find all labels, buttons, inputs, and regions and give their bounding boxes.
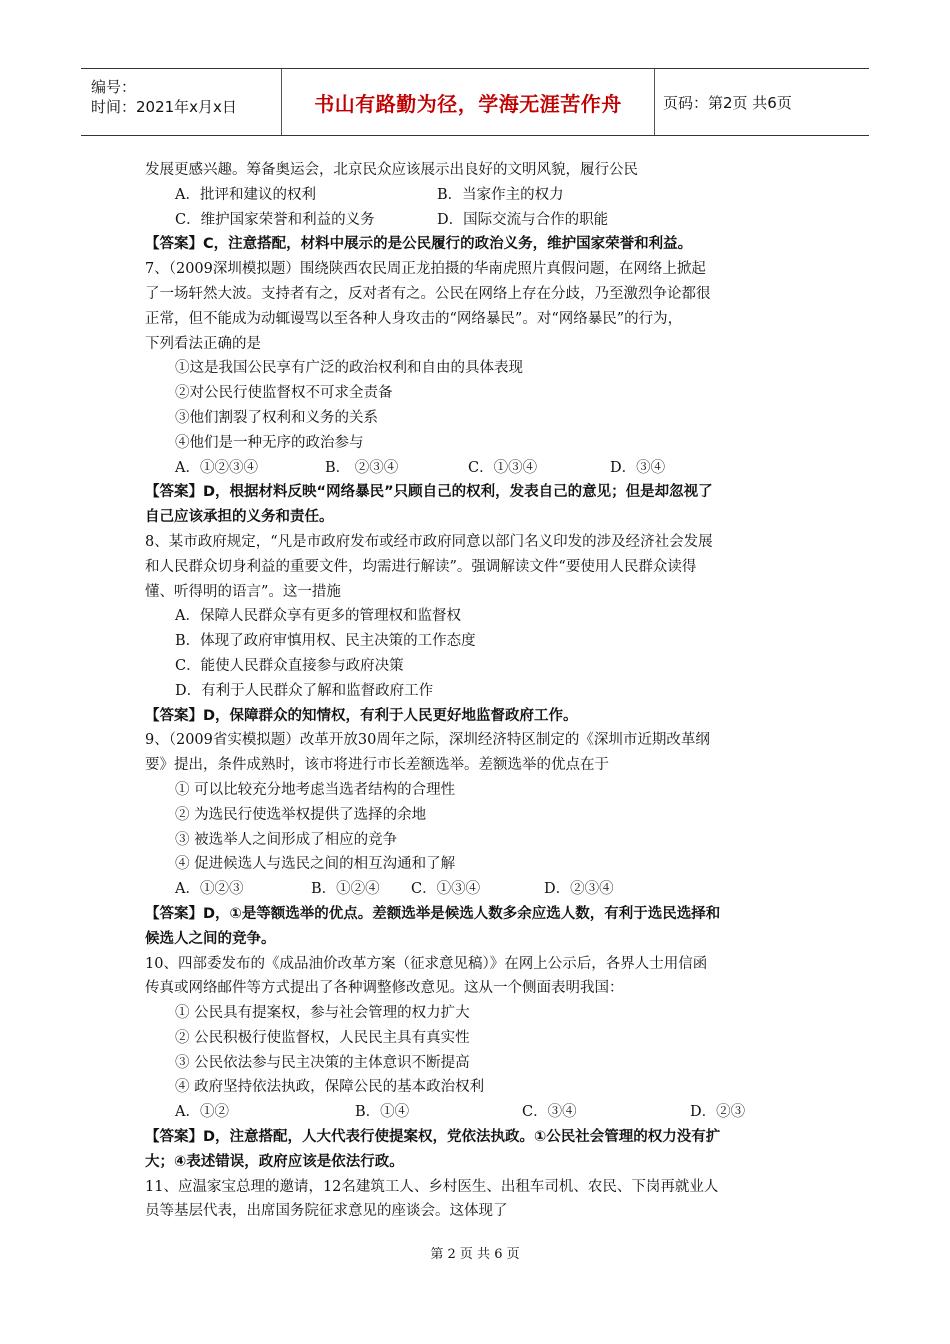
option: B．当家作主的权力 <box>437 186 564 203</box>
text-line: 下列看法正确的是 <box>145 335 261 352</box>
text-line: 和人民群众切身利益的重要文件，均需进行解读”。强调解读文件“要使用人民群众读得 <box>145 558 697 575</box>
option: B．①④ <box>355 1104 410 1121</box>
option-line: A．保障人民群众享有更多的管理权和监督权 <box>175 608 461 625</box>
question-line: 10、四部委发布的《成品油价改革方案（征求意见稿）》在网上公示后，各界人士用信函 <box>145 955 708 972</box>
option: D．②③ <box>690 1104 746 1121</box>
question-line: 8、某市政府规定，“凡是市政府发布或经市政府同意以部门名义印发的涉及经济社会发展 <box>145 533 713 550</box>
statement-line: ① 公民具有提案权，参与社会管理的权力扩大 <box>175 1005 470 1022</box>
option: C．①③④ <box>468 459 538 476</box>
answer-line: 【答案】C，注意搭配，材料中展示的是公民履行的政治义务，维护国家荣誉和利益。 <box>145 236 693 253</box>
statement-line: ②对公民行使监督权不可求全责备 <box>175 385 393 402</box>
statement-line: ② 为选民行使选举权提供了选择的余地 <box>175 806 427 823</box>
option: C．③④ <box>522 1104 577 1121</box>
statement-line: ③他们割裂了权利和义务的关系 <box>175 409 378 426</box>
answer-line: 【答案】D，根据材料反映“网络暴民”只顾自己的权利，发表自己的意见；但是却忽视了 <box>145 484 713 501</box>
header-page-info: 页码：第2页 共6页 <box>663 93 792 112</box>
options-row <box>145 183 813 208</box>
option: C．维护国家荣誉和利益的义务 <box>175 211 375 228</box>
answer-line: 候选人之间的竞争。 <box>145 930 276 947</box>
options-row <box>145 1100 813 1125</box>
option: D．③④ <box>610 459 666 476</box>
answer-line: 大；④表述错误，政府应该是依法行政。 <box>145 1153 404 1170</box>
statement-line: ④ 政府坚持依法执政，保障公民的基本政治权利 <box>175 1079 485 1096</box>
statement-line: ③ 被选举人之间形成了相应的竞争 <box>175 831 398 848</box>
page-header <box>81 68 869 136</box>
header-motto: 书山有路勤为径，学海无涯苦作舟 <box>282 69 655 135</box>
statement-line: ① 可以比较充分地考虑当选者结构的合理性 <box>175 781 456 798</box>
option: B． ②③④ <box>325 459 399 476</box>
question-line: 7、（2009深圳模拟题）围绕陕西农民周正龙拍摄的华南虎照片真假问题，在网络上掀起 <box>145 261 706 278</box>
answer-line: 【答案】D，①是等额选举的优点。差额选举是候选人数多余应选人数，有利于选民选择和 <box>145 905 721 922</box>
question-line: 11、应温家宝总理的邀请，12名建筑工人、乡村医生、出租车司机、农民、下岗再就业人 <box>145 1178 719 1195</box>
option: A．①②③④ <box>175 459 258 476</box>
options-row <box>145 208 813 233</box>
statement-line: ④他们是一种无序的政治参与 <box>175 434 364 451</box>
document-body <box>145 158 813 1224</box>
answer-line: 自己应该承担的义务和责任。 <box>145 509 334 526</box>
text-line: 发展更感兴趣。筹备奥运会，北京民众应该展示出良好的文明风貌，履行公民 <box>145 162 638 178</box>
header-time-label: 时间：2021年x月x日 <box>91 98 237 116</box>
text-line: 正常，但不能成为动辄谩骂以至各种人身攻击的“网络暴民”。对“网络暴民”的行为， <box>145 310 683 327</box>
statement-line: ④ 促进候选人与选民之间的相互沟通和了解 <box>175 856 456 873</box>
options-row <box>145 877 813 902</box>
text-line: 要》提出，条件成熟时，该市将进行市长差额选举。差额选举的优点在于 <box>145 757 609 774</box>
header-meta <box>81 69 282 135</box>
option: A．批评和建议的权利 <box>175 186 316 203</box>
option-line: B．体现了政府审慎用权、民主决策的工作态度 <box>175 633 476 650</box>
option-line: C．能使人民群众直接参与政府决策 <box>175 657 404 674</box>
options-row <box>145 456 813 481</box>
option: A．①② <box>175 1104 229 1121</box>
text-line: 传真或网络邮件等方式提出了各种调整修改意见。这从一个侧面表明我国： <box>145 980 624 997</box>
text-line: 员等基层代表，出席国务院征求意见的座谈会。这体现了 <box>145 1203 508 1220</box>
option: D．②③④ <box>544 881 614 898</box>
statement-line: ② 公民积极行使监督权，人民民主具有真实性 <box>175 1029 470 1046</box>
question-line: 9、（2009省实模拟题）改革开放30周年之际，深圳经济特区制定的《深圳市近期改革纲 <box>145 732 710 749</box>
option: B．①②④ <box>311 881 380 898</box>
statement-line: ③ 公民依法参与民主决策的主体意识不断提高 <box>175 1054 470 1071</box>
text-line: 懂、听得明的语言”。这一措施 <box>145 583 341 600</box>
header-number-label: 编号： <box>91 78 137 96</box>
option: D．国际交流与合作的职能 <box>437 211 609 228</box>
option: A．①②③ <box>175 881 244 898</box>
option: C．①③④ <box>411 881 481 898</box>
answer-line: 【答案】D，保障群众的知情权，有利于人民更好地监督政府工作。 <box>145 707 578 724</box>
statement-line: ①这是我国公民享有广泛的政治权利和自由的具体表现 <box>175 360 523 377</box>
text-line: 了一场轩然大波。支持者有之，反对者有之。公民在网络上存在分歧，乃至激烈争论都很 <box>145 285 711 302</box>
option-line: D．有利于人民群众了解和监督政府工作 <box>175 682 434 699</box>
page-footer: 第 2 页 共 6 页 <box>430 1247 520 1262</box>
answer-line: 【答案】D，注意搭配，人大代表行使提案权，党依法执政。①公民社会管理的权力没有扩 <box>145 1129 721 1146</box>
